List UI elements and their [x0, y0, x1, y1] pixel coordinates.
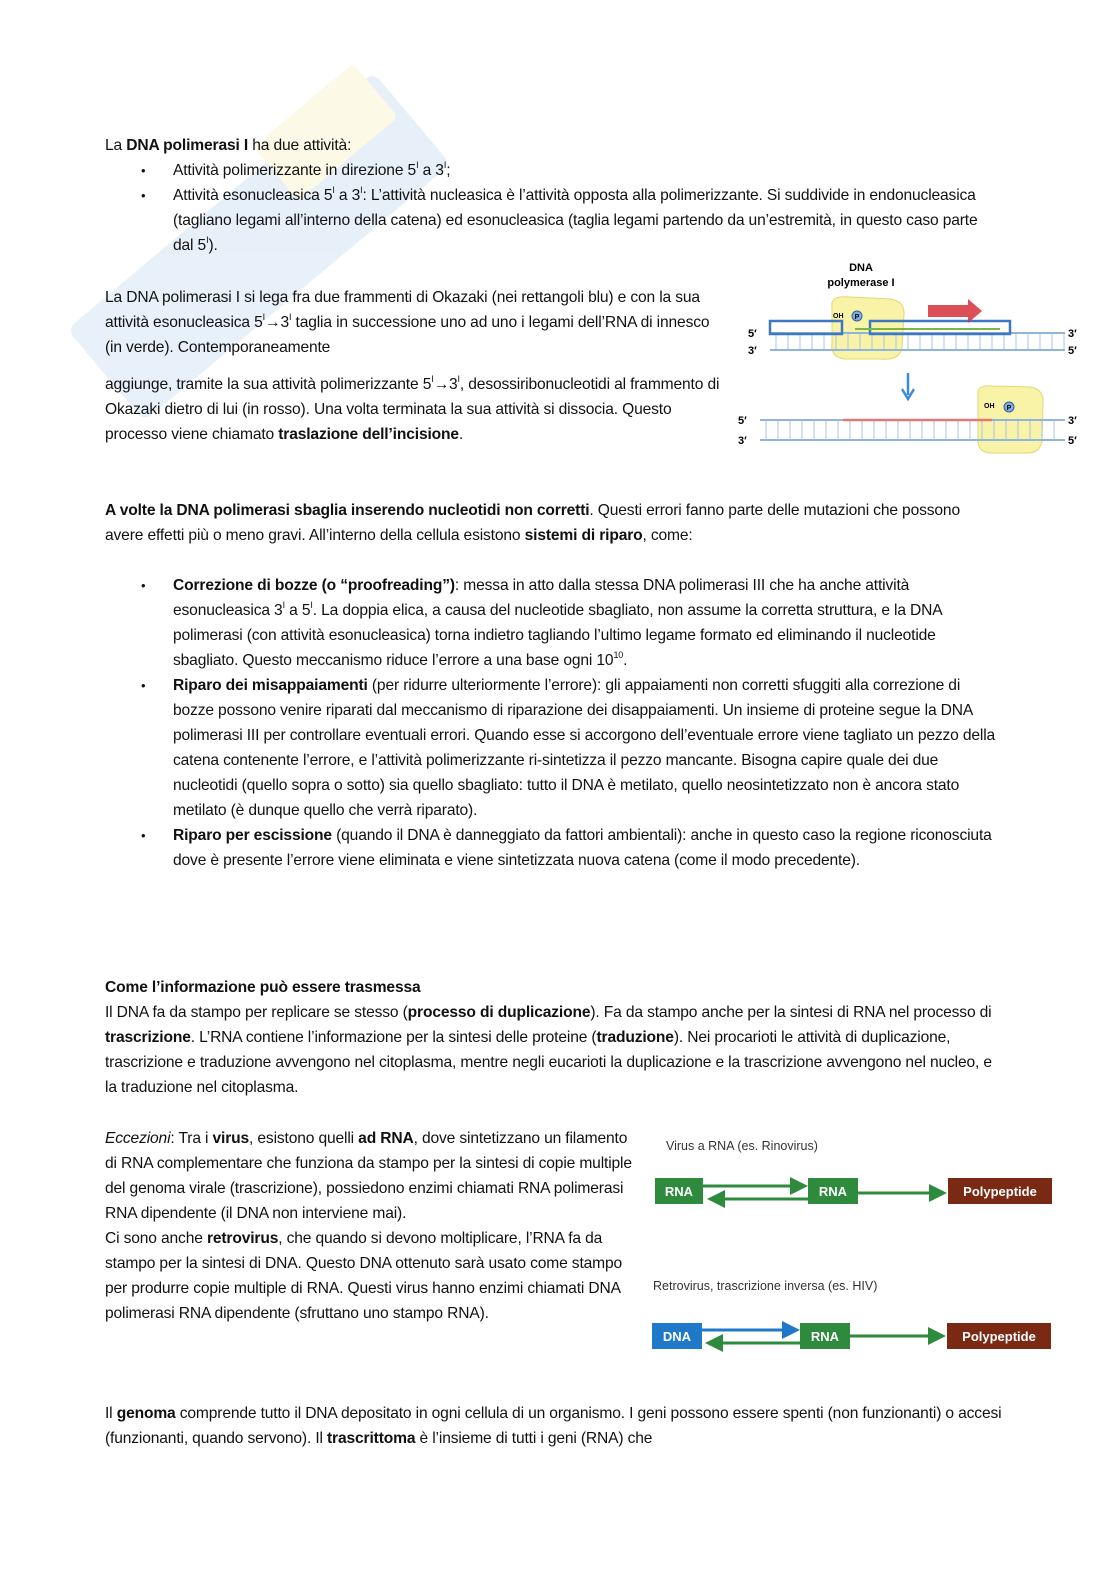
- list-item: [141, 823, 999, 873]
- phosphate-label: P: [1006, 405, 1012, 412]
- direction-arrow-icon: [928, 299, 982, 323]
- oh-label: OH: [984, 403, 995, 410]
- bold-text: ad RNA: [358, 1130, 414, 1147]
- text-run: : L’attività nucleasica è l’attività opposta alla polimerizzante. Si suddivide in endonucleasica (tagliano legami all’interno della catena) ed esonucleasica (taglia legami partendo da un’estremità, in questo caso parte dal 5: [173, 187, 978, 254]
- list-item: [141, 183, 993, 258]
- dna-label: DNA: [662, 1329, 692, 1344]
- activity-list: [141, 158, 993, 258]
- text-run: . Questi errori fanno parte delle mutazioni che possono avere effetti più o meno gravi. All’interno della cellula esistono: [105, 502, 960, 544]
- superscript: I: [310, 600, 313, 610]
- bullet-icon: •: [141, 188, 146, 203]
- label-3prime: 3′: [1068, 328, 1077, 340]
- text-run: : messa in atto dalla stessa DNA polimerasi III che ha anche attività esonucleasica 3: [173, 577, 910, 619]
- bold-text: trascrittoma: [327, 1430, 416, 1447]
- text-run: . L’RNA contiene l’informazione per la sintesi delle proteine (: [190, 1029, 597, 1046]
- bold-text: traslazione dell’incisione: [278, 426, 459, 443]
- text-run: a 3: [418, 162, 444, 179]
- text-run: Il: [105, 1405, 117, 1422]
- retrovirus-title: Retrovirus, trascrizione inversa (es. HIV): [653, 1279, 878, 1293]
- text-run: .: [623, 652, 628, 669]
- text-run: Ci sono anche: [105, 1230, 207, 1247]
- superscript: I: [457, 374, 460, 384]
- list-item: [141, 573, 999, 673]
- bold-text: sistemi di riparo: [524, 527, 643, 544]
- text-run: →3: [265, 314, 289, 331]
- text-run: (quando il DNA è danneggiato da fattori ambientali): anche in questo caso la regione riconosciuta dove è presente l’errore viene eliminata e viene sintetizzata nuova catena (come il modo precedente).: [173, 827, 992, 869]
- superscript: 10: [613, 650, 624, 660]
- intro-paragraph: [105, 133, 1005, 158]
- rna-virus-title: Virus a RNA (es. Rinovirus): [666, 1139, 818, 1153]
- bullet-icon: •: [141, 678, 146, 693]
- rna-label: RNA: [818, 1184, 848, 1199]
- label-5prime: 5′: [738, 415, 747, 427]
- figure-title-line2: polymerase I: [827, 277, 895, 289]
- superscript: I: [431, 374, 434, 384]
- list-item-text: [173, 577, 942, 669]
- superscript: I: [443, 160, 447, 170]
- bold-text: trascrizione: [105, 1029, 191, 1046]
- bold-text: retrovirus: [206, 1230, 279, 1247]
- text-run: , come:: [642, 527, 693, 544]
- genome-paragraph: [105, 1401, 1005, 1451]
- text-run: : Tra i: [170, 1130, 213, 1147]
- transmission-paragraph: [105, 1000, 1000, 1100]
- text-run: (per ridurre ulteriormente l’errore): gli appaiamenti non corretti sfuggiti alla correzione di bozze possono venire riparati dal meccanismo di riparazione dei disappaiamenti. Un insieme di proteine segue la DNA polimerasi III per controllare eventuali errori. Quando esse si accorgono dell’eventuale errore viene tagliato un pezzo della catena contenente l’errore, e l’attività polimerizzante ri-sintetizza il pezzo mancante. Bisogna capire quale dei due nucleotidi (quello sopra o sotto) sia quello sbagliato: tutto il DNA è metilato, quello neosintetizzato non è ancora stato metilato (è dunque quello che verrà riparato).: [173, 677, 996, 819]
- text-run: , dove sintetizzano un filamento di RNA complementare che funziona da stampo per la sintesi di copie multiple del genoma virale (trascrizione), possiedono enzimi chiamati RNA polimerasi RNA dipendente (il DNA non interviene mai).: [105, 1130, 632, 1222]
- text-run: taglia in successione uno ad uno i legami dell’RNA di innesco (in verde). Contemporaneamente: [105, 314, 710, 356]
- text-run: ). Nei procarioti le attività di duplicazione, trascrizione e traduzione avvengono nel citoplasma, mentre negli eucarioti la duplicazione e la trascrizione avvengono nel nucleo, e la traduzione nel citoplasma.: [105, 1029, 992, 1096]
- text-run: .: [458, 426, 464, 443]
- nick-translation-paragraph: [105, 372, 720, 447]
- phosphate-label: P: [854, 314, 860, 321]
- list-item-text: [173, 162, 450, 179]
- label-3prime: 3′: [1068, 415, 1077, 427]
- bold-text: DNA polimerasi I: [126, 137, 249, 154]
- italic-text: Eccezioni: [105, 1130, 171, 1147]
- text-run: La DNA polimerasi I si lega fra due frammenti di Okazaki (nei rettangoli blu) e con la sua attività esonucleasica 5: [105, 289, 700, 331]
- bullet-icon: •: [141, 163, 146, 178]
- label-3prime: 3′: [738, 435, 747, 447]
- text-run: a 3: [334, 187, 361, 204]
- text-run: ).: [208, 237, 218, 254]
- superscript: I: [262, 312, 265, 322]
- text-run: Attività polimerizzante in direzione 5: [173, 162, 417, 179]
- errors-paragraph: [105, 498, 1000, 548]
- exceptions-column: [105, 1126, 633, 1326]
- bold-text: processo di duplicazione: [407, 1004, 591, 1021]
- bold-text: virus: [212, 1130, 250, 1147]
- superscript: I: [206, 235, 209, 245]
- section-heading: [105, 975, 1005, 1000]
- rna-label: RNA: [810, 1329, 840, 1344]
- text-run: , che quando si devono moltiplicare, l’RNA fa da stampo per la sintesi di DNA. Questo DNA ottenuto sarà usato come stampo per produrre copie multiple di RNA. Questi virus hanno enzimi chiamati DNA polimerasi RNA dipendente (sfruttano uno stampo RNA).: [105, 1230, 623, 1322]
- text-run: , desossiribonucleotidi al frammento di Okazaki dietro di lui (in rosso). Una volta terminata la sua attività si dissocia. Questo processo viene chiamato: [105, 376, 720, 443]
- text-run: aggiunge, tramite la sua attività polimerizzante 5: [105, 376, 432, 393]
- bold-text: Riparo per escissione: [173, 827, 332, 844]
- text-run: è l’insieme di tutti i geni (RNA) che: [415, 1430, 653, 1447]
- text-run: ha due attività:: [248, 137, 352, 154]
- polypeptide-label: Polypeptide: [963, 1184, 1037, 1199]
- label-5prime: 5′: [1068, 435, 1077, 447]
- label-5prime: 5′: [748, 328, 757, 340]
- down-arrow-icon: [902, 373, 914, 399]
- retrovirus-paragraph: [105, 1226, 633, 1326]
- list-item-text: [173, 187, 977, 254]
- dna-polymerase-figure: [730, 255, 1090, 455]
- bullet-icon: •: [141, 578, 146, 593]
- label-3prime: 3′: [748, 345, 757, 357]
- bullet-icon: •: [141, 828, 146, 843]
- text-run: La: [105, 137, 127, 154]
- list-item: [141, 673, 999, 823]
- polypeptide-label: Polypeptide: [962, 1329, 1036, 1344]
- text-run: ). Fa da stampo anche per la sintesi di RNA nel processo di: [590, 1004, 992, 1021]
- virus-flow-figure: [640, 1125, 1060, 1355]
- text-run: a 5: [284, 602, 311, 619]
- superscript: I: [332, 185, 335, 195]
- text-run: Attività esonucleasica 5: [173, 187, 333, 204]
- repair-list: [141, 573, 999, 873]
- figure-title-line1: DNA: [849, 262, 873, 274]
- bold-text: genoma: [116, 1405, 176, 1422]
- superscript: I: [288, 312, 292, 322]
- list-item-text: [173, 677, 995, 819]
- text-run: comprende tutto il DNA depositato in ogni cellula di un organismo. I geni possono essere spenti (non funzionanti) o accesi (funzionanti, quando servono). Il: [105, 1405, 1002, 1447]
- rna-virus-paragraph: [105, 1126, 633, 1226]
- bold-text: A volte la DNA polimerasi sbaglia inserendo nucleotidi non corretti: [105, 502, 590, 519]
- rna-label: RNA: [664, 1184, 694, 1199]
- text-run: →3: [433, 376, 458, 393]
- bold-text: Come l’informazione può essere trasmessa: [105, 979, 421, 996]
- bold-text: Riparo dei misappaiamenti: [173, 677, 368, 694]
- bold-text: traduzione: [596, 1029, 674, 1046]
- text-run: . La doppia elica, a causa del nucleotide sbagliato, non assume la corretta struttura, e la DNA polimerasi (con attività esonucleasica) torna indietro tagliando l’ultimo legame formato ed eliminando il nucleotide sbagliato. Questo meccanismo riduce l’errore a una base ogni 10: [173, 602, 942, 669]
- list-item-text: [173, 827, 992, 869]
- text-run: ;: [446, 162, 451, 179]
- superscript: I: [282, 600, 285, 610]
- text-run: Il DNA fa da stampo per replicare se stesso (: [105, 1004, 408, 1021]
- label-5prime: 5′: [1068, 345, 1077, 357]
- superscript: I: [416, 160, 419, 170]
- text-run: , esistono quelli: [249, 1130, 359, 1147]
- okazaki-paragraph: [105, 285, 717, 360]
- bold-text: Correzione di bozze (o “proofreading”): [173, 577, 455, 594]
- ladder-top: [776, 333, 1064, 350]
- superscript: I: [360, 185, 363, 195]
- oh-label: OH: [833, 313, 844, 320]
- list-item: [141, 158, 993, 183]
